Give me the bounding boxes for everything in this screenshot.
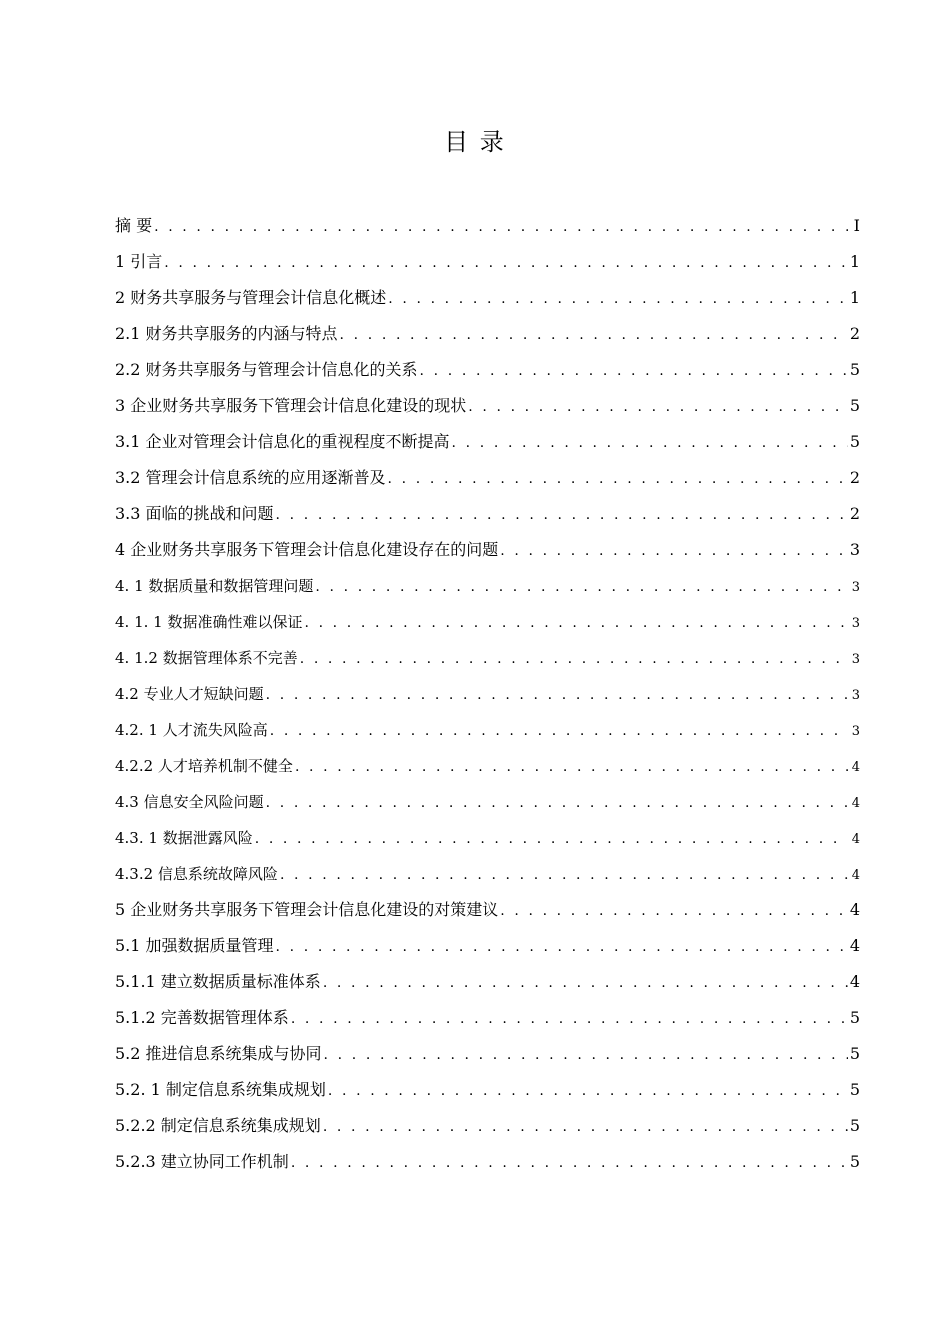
toc-entry[interactable] xyxy=(115,464,860,500)
toc-entry-label: 3.1 企业对管理会计信息化的重视程度不断提高 xyxy=(115,432,450,451)
toc-leader-dots xyxy=(255,825,848,853)
toc-entry-label: 5 企业财务共享服务下管理会计信息化建设的对策建议 xyxy=(115,900,499,919)
toc-entry[interactable] xyxy=(115,1112,860,1148)
toc-leader-dots xyxy=(304,609,848,637)
toc-entry[interactable] xyxy=(115,644,860,680)
toc-entry-page: 5 xyxy=(849,396,860,415)
toc-leader-dots xyxy=(266,789,848,817)
toc-entry-label: 4.3 信息安全风险问题 xyxy=(115,793,264,811)
toc-entry-label: 4. 1.2 数据管理体系不完善 xyxy=(115,649,298,667)
toc-entry[interactable] xyxy=(115,788,860,824)
toc-list xyxy=(115,212,860,1184)
toc-entry[interactable] xyxy=(115,824,860,860)
toc-entry-label: 4.3.2 信息系统故障风险 xyxy=(115,865,278,883)
toc-leader-dots xyxy=(276,501,848,529)
toc-entry-label: 4. 1. 1 数据准确性难以保证 xyxy=(115,613,303,631)
toc-leader-dots xyxy=(500,897,848,925)
toc-leader-dots xyxy=(452,429,848,457)
toc-entry[interactable] xyxy=(115,680,860,716)
toc-entry-label: 3.3 面临的挑战和问题 xyxy=(115,504,274,523)
toc-entry-page: 3 xyxy=(851,652,860,667)
toc-entry-page: 3 xyxy=(851,616,860,631)
toc-entry-page: 4 xyxy=(851,760,860,775)
toc-leader-dots xyxy=(468,393,848,421)
toc-entry-label: 2.2 财务共享服务与管理会计信息化的关系 xyxy=(115,360,418,379)
toc-entry-page: 1 xyxy=(849,288,860,307)
toc-entry-page: 5 xyxy=(849,1044,860,1063)
toc-entry-page: 5 xyxy=(849,360,860,379)
toc-entry-page: 1 xyxy=(849,252,860,271)
toc-entry-label: 摘 要 xyxy=(115,216,153,235)
toc-entry-page: 3 xyxy=(851,688,860,703)
toc-leader-dots xyxy=(388,465,848,493)
toc-entry[interactable] xyxy=(115,932,860,968)
toc-entry[interactable] xyxy=(115,968,860,1004)
toc-entry-page: 5 xyxy=(849,1080,860,1099)
toc-entry[interactable] xyxy=(115,1076,860,1112)
toc-entry-label: 5.2.2 制定信息系统集成规划 xyxy=(115,1116,321,1135)
toc-entry-label: 1 引言 xyxy=(115,252,163,271)
toc-entry-page: I xyxy=(853,216,860,235)
toc-leader-dots xyxy=(300,645,848,673)
toc-entry-page: 3 xyxy=(851,724,860,739)
toc-entry[interactable] xyxy=(115,1004,860,1040)
toc-leader-dots xyxy=(154,213,848,241)
toc-entry-label: 4.2.2 人才培养机制不健全 xyxy=(115,757,293,775)
toc-entry-page: 5 xyxy=(849,1152,860,1171)
toc-entry-page: 5 xyxy=(849,432,860,451)
toc-leader-dots xyxy=(291,1149,848,1177)
toc-leader-dots xyxy=(295,753,848,781)
toc-entry[interactable] xyxy=(115,500,860,536)
toc-leader-dots xyxy=(280,861,848,889)
toc-entry[interactable] xyxy=(115,428,860,464)
toc-leader-dots xyxy=(323,1113,848,1141)
toc-entry-label: 5.1.2 完善数据管理体系 xyxy=(115,1008,289,1027)
toc-entry-label: 5.1 加强数据质量管理 xyxy=(115,936,274,955)
toc-entry-page: 4 xyxy=(851,796,860,811)
toc-leader-dots xyxy=(164,249,848,277)
toc-entry-label: 4.3. 1 数据泄露风险 xyxy=(115,829,253,847)
toc-entry-label: 5.1.1 建立数据质量标准体系 xyxy=(115,972,321,991)
toc-entry-label: 4.2. 1 人才流失风险高 xyxy=(115,721,268,739)
toc-entry-page: 5 xyxy=(849,1008,860,1027)
toc-leader-dots xyxy=(328,1077,848,1105)
toc-entry-page: 5 xyxy=(849,1116,860,1135)
toc-entry-label: 5.2 推进信息系统集成与协同 xyxy=(115,1044,322,1063)
toc-entry[interactable] xyxy=(115,284,860,320)
toc-entry-page: 4 xyxy=(851,832,860,847)
toc-entry-page: 4 xyxy=(849,972,860,991)
toc-entry-page: 4 xyxy=(849,900,860,919)
toc-entry[interactable] xyxy=(115,608,860,644)
toc-entry-page: 2 xyxy=(849,324,860,343)
toc-entry-page: 4 xyxy=(851,868,860,883)
toc-entry[interactable] xyxy=(115,212,860,248)
toc-entry-label: 3 企业财务共享服务下管理会计信息化建设的现状 xyxy=(115,396,467,415)
toc-leader-dots xyxy=(323,969,848,997)
toc-entry-page: 3 xyxy=(851,580,860,595)
toc-leader-dots xyxy=(388,285,848,313)
toc-entry[interactable] xyxy=(115,248,860,284)
toc-entry[interactable] xyxy=(115,1148,860,1184)
toc-entry-label: 5.2. 1 制定信息系统集成规划 xyxy=(115,1080,326,1099)
toc-entry[interactable] xyxy=(115,752,860,788)
toc-entry-label: 4. 1 数据质量和数据管理问题 xyxy=(115,577,314,595)
toc-entry-label: 3.2 管理会计信息系统的应用逐渐普及 xyxy=(115,468,386,487)
toc-entry-page: 2 xyxy=(849,504,860,523)
toc-leader-dots xyxy=(340,321,848,349)
toc-entry[interactable] xyxy=(115,536,860,572)
toc-leader-dots xyxy=(420,357,848,385)
toc-entry-label: 2.1 财务共享服务的内涵与特点 xyxy=(115,324,338,343)
toc-leader-dots xyxy=(315,573,848,601)
toc-leader-dots xyxy=(276,933,848,961)
toc-leader-dots xyxy=(324,1041,848,1069)
toc-leader-dots xyxy=(266,681,848,709)
toc-entry-label: 4.2 专业人才短缺问题 xyxy=(115,685,264,703)
toc-entry-page: 2 xyxy=(849,468,860,487)
toc-entry[interactable] xyxy=(115,716,860,752)
toc-entry-label: 4 企业财务共享服务下管理会计信息化建设存在的问题 xyxy=(115,540,499,559)
toc-entry[interactable] xyxy=(115,392,860,428)
toc-leader-dots xyxy=(270,717,848,745)
toc-entry-label: 2 财务共享服务与管理会计信息化概述 xyxy=(115,288,387,307)
toc-entry[interactable] xyxy=(115,356,860,392)
toc-entry[interactable] xyxy=(115,860,860,896)
toc-entry[interactable] xyxy=(115,572,860,608)
toc-entry-page: 3 xyxy=(849,540,860,559)
toc-entry-page: 4 xyxy=(849,936,860,955)
toc-entry[interactable] xyxy=(115,1040,860,1076)
toc-title: 目 录 xyxy=(444,128,506,156)
toc-entry[interactable] xyxy=(115,896,860,932)
toc-entry[interactable] xyxy=(115,320,860,356)
toc-entry-label: 5.2.3 建立协同工作机制 xyxy=(115,1152,289,1171)
toc-leader-dots xyxy=(291,1005,848,1033)
toc-leader-dots xyxy=(500,537,848,565)
